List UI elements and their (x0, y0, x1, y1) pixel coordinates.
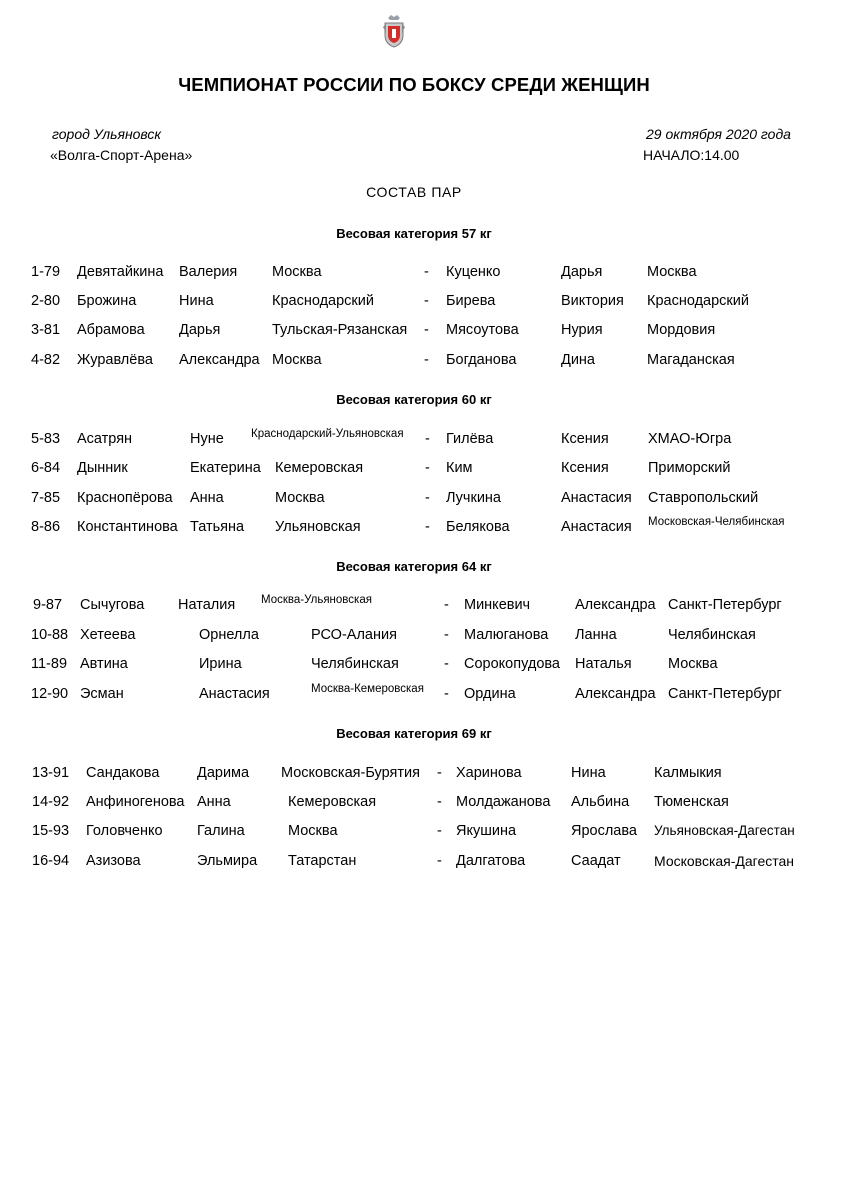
boxer2-surname: Белякова (446, 519, 510, 535)
boxer1-region: Москва (288, 823, 338, 839)
versus-dash: - (444, 627, 449, 643)
boxer2-name: Александра (575, 597, 656, 613)
boxer1-name: Татьяна (190, 519, 245, 535)
date-label: 29 октября 2020 года (646, 126, 791, 142)
bout-number: 2-80 (31, 293, 61, 309)
boxer1-surname: Краснопёрова (77, 490, 173, 506)
boxer1-surname: Константинова (77, 519, 178, 535)
versus-dash: - (424, 293, 429, 309)
weight-category-69-heading: Весовая категория 69 кг (336, 726, 492, 741)
boxer2-surname: Куценко (446, 264, 501, 280)
boxer1-name: Екатерина (190, 460, 261, 476)
boxer1-region: Кемеровская (288, 794, 377, 810)
boxer1-region: Челябинская (311, 656, 399, 672)
boxer1-name: Анастасия (199, 686, 270, 702)
boxer1-surname: Дынник (77, 460, 128, 476)
versus-dash: - (444, 686, 449, 702)
versus-dash: - (444, 597, 449, 613)
bout-number: 7-85 (31, 490, 61, 506)
versus-dash: - (437, 823, 442, 839)
bout-number: 8-86 (31, 519, 61, 535)
boxer2-name: Альбина (571, 794, 630, 810)
versus-dash: - (424, 352, 429, 368)
bout-row (0, 428, 848, 451)
boxer2-surname: Ордина (464, 686, 516, 702)
bout-row (0, 683, 848, 706)
boxer1-name: Анна (197, 794, 231, 810)
boxer2-region: Санкт-Петербург (668, 686, 782, 702)
boxer1-region: Москва-Ульяновская (261, 594, 372, 606)
boxer1-name: Валерия (179, 264, 238, 280)
boxer2-region: Магаданская (647, 352, 735, 368)
boxer1-surname: Девятайкина (77, 264, 164, 280)
bout-number: 15-93 (32, 823, 70, 839)
boxer1-region: РСО-Алания (311, 627, 397, 643)
bout-number: 1-79 (31, 264, 61, 280)
bout-number: 13-91 (32, 765, 70, 781)
pairs-heading: СОСТАВ ПАР (366, 184, 462, 200)
boxer2-region: Мордовия (647, 322, 716, 338)
venue-label: «Волга-Спорт-Арена» (50, 147, 193, 163)
boxer1-name: Эльмира (197, 853, 258, 869)
boxer2-name: Ксения (561, 431, 609, 447)
versus-dash: - (437, 765, 442, 781)
boxer1-surname: Асатрян (77, 431, 133, 447)
bout-row (0, 322, 848, 342)
boxer1-region: Москва (275, 490, 325, 506)
bout-number: 14-92 (32, 794, 70, 810)
boxer1-region: Тульская-Рязанская (272, 322, 408, 338)
versus-dash: - (425, 460, 430, 476)
boxer1-surname: Азизова (86, 853, 141, 869)
boxer1-name: Нина (179, 293, 214, 309)
bout-row (0, 594, 848, 617)
boxer2-surname: Харинова (456, 765, 522, 781)
boxer2-surname: Якушина (456, 823, 517, 839)
boxer2-name: Дарья (561, 264, 603, 280)
boxer2-surname: Молдажанова (456, 794, 551, 810)
bout-number: 4-82 (31, 352, 61, 368)
boxer2-name: Нурия (561, 322, 603, 338)
bout-number: 6-84 (31, 460, 61, 476)
boxer1-region: Москва-Кемеровская (311, 683, 424, 695)
boxer2-surname: Сорокопудова (464, 656, 560, 672)
boxer1-region: Краснодарский (272, 293, 374, 309)
boxer2-name: Ланна (575, 627, 617, 643)
boxer1-surname: Сандакова (86, 765, 160, 781)
boxer2-region: Ставропольский (648, 490, 759, 506)
bout-row (0, 656, 848, 676)
boxer2-region: Москва (647, 264, 697, 280)
boxer1-name: Ирина (199, 656, 242, 672)
boxer2-surname: Лучкина (446, 490, 501, 506)
boxer2-region: Краснодарский (647, 293, 749, 309)
versus-dash: - (444, 656, 449, 672)
weight-category-60-heading: Весовая категория 60 кг (336, 392, 492, 407)
boxer1-name: Нуне (190, 431, 224, 447)
boxer1-surname: Анфиногенова (86, 794, 185, 810)
boxer1-name: Орнелла (199, 627, 259, 643)
bout-row (0, 352, 848, 372)
bout-row (0, 460, 848, 480)
bout-number: 11-89 (31, 656, 68, 672)
versus-dash: - (437, 853, 442, 869)
boxer1-name: Дарья (179, 322, 221, 338)
boxer2-surname: Мясоутова (446, 322, 519, 338)
boxer2-name: Александра (575, 686, 656, 702)
boxer1-surname: Журавлёва (77, 352, 153, 368)
boxer2-name: Анастасия (561, 519, 632, 535)
boxer1-surname: Автина (80, 656, 128, 672)
bout-row (0, 765, 848, 785)
bout-row (0, 627, 848, 647)
boxer2-name: Виктория (561, 293, 624, 309)
boxer1-surname: Эсман (80, 686, 124, 702)
boxer1-name: Дарима (197, 765, 250, 781)
boxer1-region: Ульяновская (275, 519, 361, 535)
boxer1-region: Москва (272, 352, 322, 368)
boxer2-region: ХМАО-Югра (648, 431, 732, 447)
boxer2-surname: Далгатова (456, 853, 526, 869)
boxer2-surname: Богданова (446, 352, 517, 368)
bout-row (0, 516, 848, 539)
bout-row (0, 293, 848, 313)
boxer2-region: Челябинская (668, 627, 756, 643)
bout-number: 10-88 (31, 627, 69, 643)
boxer2-name: Ярослава (571, 823, 637, 839)
boxer2-surname: Малюганова (464, 627, 549, 643)
boxer1-name: Галина (197, 823, 245, 839)
versus-dash: - (424, 264, 429, 280)
boxer1-surname: Абрамова (77, 322, 145, 338)
boxer2-region: Московская-Челябинская (648, 516, 785, 528)
bout-number: 16-94 (32, 853, 70, 869)
bout-number: 3-81 (31, 322, 61, 338)
boxer1-surname: Брожина (77, 293, 137, 309)
boxer2-region: Калмыкия (654, 765, 722, 781)
start-time-label: НАЧАЛО:14.00 (643, 147, 740, 163)
boxer1-region: Краснодарский-Ульяновская (251, 428, 404, 440)
city-label: город Ульяновск (52, 126, 162, 142)
page-title: ЧЕМПИОНАТ РОССИИ ПО БОКСУ СРЕДИ ЖЕНЩИН (178, 74, 650, 95)
bout-number: 9-87 (33, 597, 63, 613)
versus-dash: - (437, 794, 442, 810)
boxer2-region: Москва (668, 656, 718, 672)
boxer1-region: Татарстан (288, 853, 357, 869)
bout-number: 5-83 (31, 431, 61, 447)
bout-row (0, 823, 848, 843)
boxer1-surname: Хетеева (80, 627, 136, 643)
boxer1-name: Наталия (178, 597, 236, 613)
boxer2-name: Наталья (575, 656, 632, 672)
boxer2-surname: Бирева (446, 293, 496, 309)
versus-dash: - (425, 490, 430, 506)
bout-row (0, 490, 848, 510)
bout-row (0, 264, 848, 284)
boxer1-region: Московская-Бурятия (281, 765, 420, 781)
boxer2-name: Дина (561, 352, 595, 368)
versus-dash: - (425, 431, 430, 447)
boxer2-region: Московская-Дагестан (654, 853, 795, 869)
boxer2-name: Анастасия (561, 490, 632, 506)
boxer1-region: Кемеровская (275, 460, 364, 476)
boxer1-name: Анна (190, 490, 224, 506)
boxer2-surname: Гилёва (446, 431, 494, 447)
weight-category-64-heading: Весовая категория 64 кг (336, 559, 492, 574)
boxer2-region: Санкт-Петербург (668, 597, 782, 613)
boxer2-surname: Ким (446, 460, 473, 476)
boxer1-surname: Сычугова (80, 597, 145, 613)
boxer2-region: Тюменская (654, 794, 729, 810)
bout-row (0, 853, 848, 873)
boxer2-name: Нина (571, 765, 606, 781)
bout-row (0, 794, 848, 814)
boxer2-name: Саадат (571, 853, 621, 869)
weight-category-57-heading: Весовая категория 57 кг (336, 226, 492, 241)
versus-dash: - (425, 519, 430, 535)
boxer1-surname: Головченко (86, 823, 163, 839)
boxer1-region: Москва (272, 264, 322, 280)
boxer2-surname: Минкевич (464, 597, 531, 613)
boxer2-region: Приморский (648, 460, 731, 476)
boxer2-region: Ульяновская-Дагестан (654, 823, 795, 838)
versus-dash: - (424, 322, 429, 338)
federation-emblem-icon (382, 14, 406, 48)
boxer1-name: Александра (179, 352, 260, 368)
boxer2-name: Ксения (561, 460, 609, 476)
bout-number: 12-90 (31, 686, 69, 702)
